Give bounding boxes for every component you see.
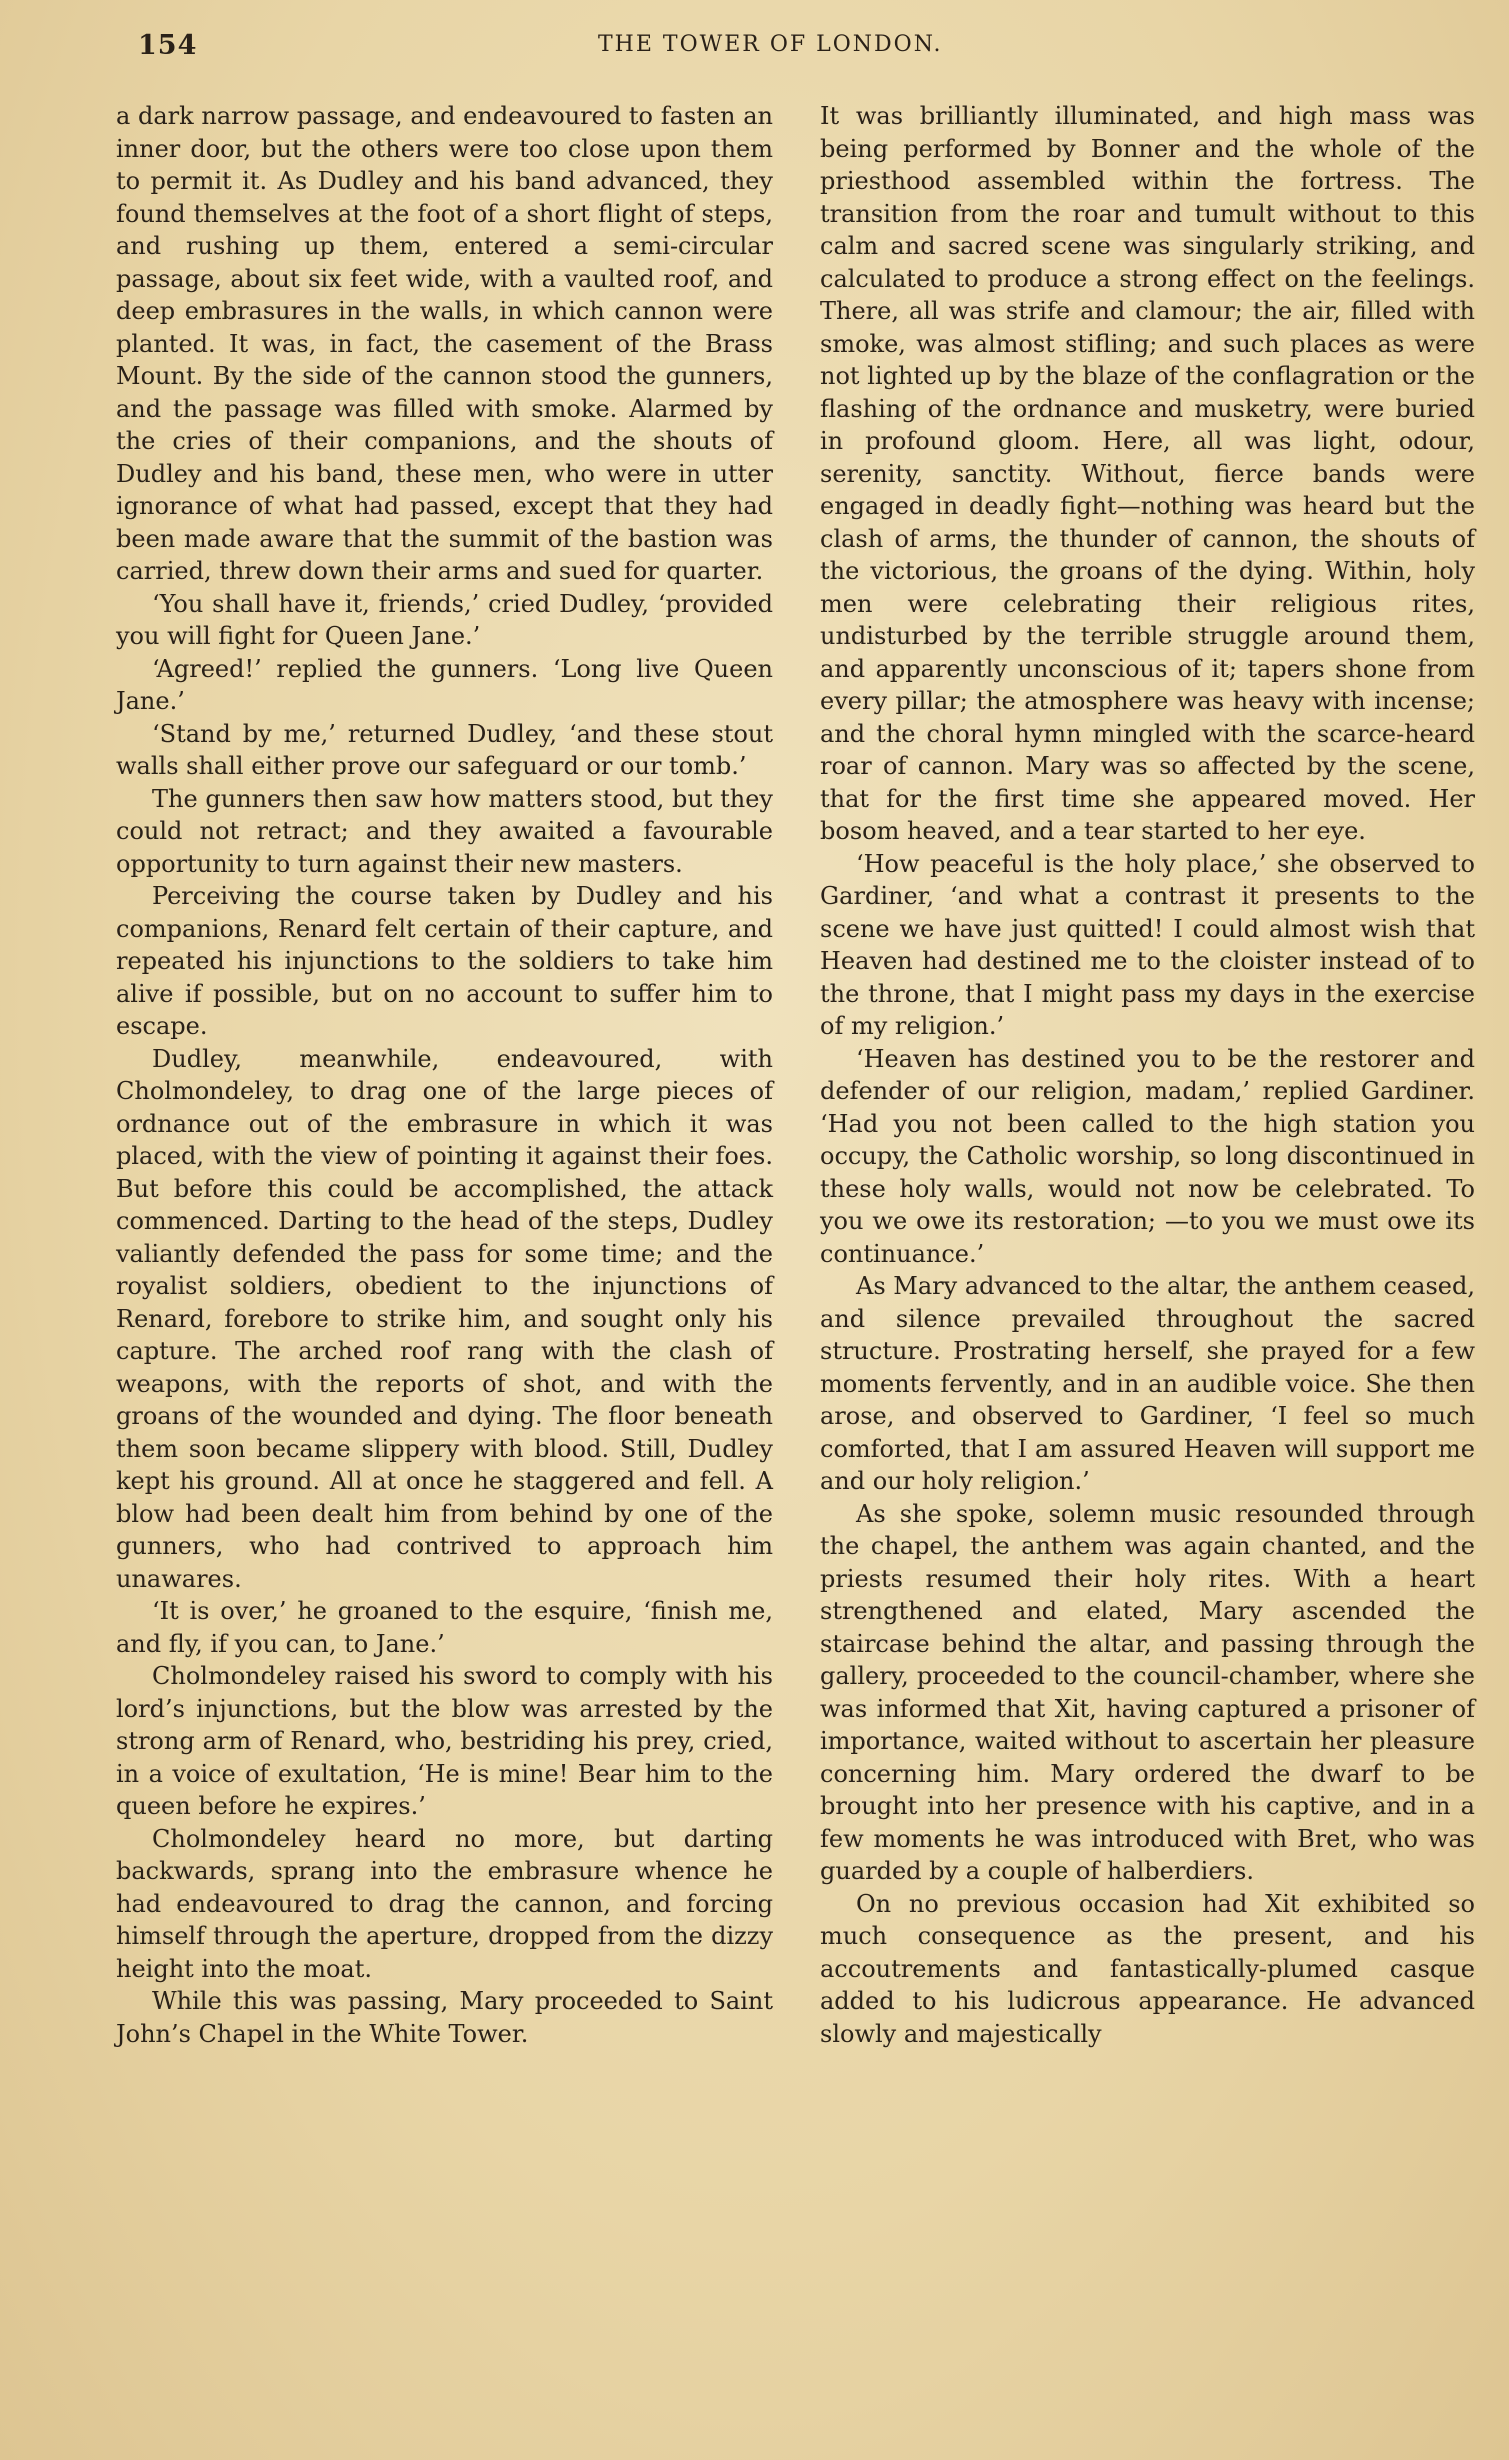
paragraph: ‘You shall have it, friends,’ cried Dudley, ‘provided you will fight for Queen Jane.’ <box>116 589 773 650</box>
paragraph: While this was passing, Mary proceeded to Saint John’s Chapel in the White Tower. <box>116 1987 773 2048</box>
paragraph: As she spoke, solemn music resounded through the chapel, the anthem was again chanted, and the priests resumed their holy rites. With a heart strengthened and elated, Mary ascended the staircase behind the altar, and passing through the gallery, proceeded to the council-chamber, where she was informed that Xit, having captured a prisoner of importance, waited without to ascertain her pleasure concerning him. Mary ordered the dwarf to be brought into her presence with his captive, and in a few moments he was introduced with Bret, who was guarded by a couple of halberdiers. <box>820 1499 1475 1885</box>
left-column <box>116 100 773 2050</box>
paragraph: Perceiving the course taken by Dudley and his companions, Renard felt certain of their capture, and repeated his injunctions to the soldiers to take him alive if possible, but on no account to suffer him to escape. <box>116 882 773 1040</box>
paragraph: It was brilliantly illuminated, and high mass was being performed by Bonner and the whole of the priesthood assembled within the fortress. The transition from the roar and tumult without to this calm and sacred scene was singularly striking, and calculated to produce a strong effect on the feelings. There, all was strife and clamour; the air, filled with smoke, was almost stifling; and such places as were not lighted up by the blaze of the conflagration or the flashing of the ordnance and musketry, were buried in profound gloom. Here, all was light, odour, serenity, sanctity. Without, fierce bands were engaged in deadly fight—nothing was heard but the clash of arms, the thunder of cannon, the shouts of the victorious, the groans of the dying. Within, holy men were celebrating their religious rites, undisturbed by the terrible struggle around them, and apparently unconscious of it; tapers shone from every pillar; the atmosphere was heavy with incense; and the choral hymn mingled with the scarce-heard roar of cannon. Mary was so affected by the scene, that for the first time she appeared moved. Her bosom heaved, and a tear started to her eye. <box>820 102 1475 845</box>
paragraph: ‘It is over,’ he groaned to the esquire, ‘finish me, and fly, if you can, to Jane.’ <box>116 1597 773 1658</box>
paragraph: a dark narrow passage, and endeavoured to fasten an inner door, but the others were too close upon them to permit it. As Dudley and his band advanced, they found themselves at the foot of a short flight of steps, and rushing up them, entered a semi-circular passage, about six feet wide, with a vaulted roof, and deep embrasures in the walls, in which cannon were planted. It was, in fact, the casement of the Brass Mount. By the side of the cannon stood the gunners, and the passage was filled with smoke. Alarmed by the cries of their companions, and the shouts of Dudley and his band, these men, who were in utter ignorance of what had passed, except that they had been made aware that the summit of the bastion was carried, threw down their arms and sued for quarter. <box>116 102 773 585</box>
paragraph: Dudley, meanwhile, endeavoured, with Cholmondeley, to drag one of the large pieces of ordnance out of the embrasure in which it was placed, with the view of pointing it against their foes. But before this could be accomplished, the attack commenced. Darting to the head of the steps, Dudley valiantly defended the pass for some time; and the royalist soldiers, obedient to the injunctions of Renard, forebore to strike him, and sought only his capture. The arched roof rang with the clash of weapons, with the reports of shot, and with the groans of the wounded and dying. The floor beneath them soon became slippery with blood. Still, Dudley kept his ground. All at once he staggered and fell. A blow had been dealt him from behind by one of the gunners, who had contrived to approach him unawares. <box>116 1044 773 1593</box>
running-title: THE TOWER OF LONDON. <box>598 32 943 57</box>
paragraph: As Mary advanced to the altar, the anthem ceased, and silence prevailed throughout the sacred structure. Prostrating herself, she prayed for a few moments fervently, and in an audible voice. She then arose, and observed to Gardiner, ‘I feel so much comforted, that I am assured Heaven will support me and our holy religion.’ <box>820 1272 1475 1495</box>
right-column <box>820 100 1475 2050</box>
paragraph: Cholmondeley raised his sword to comply with his lord’s injunctions, but the blow was arrested by the strong arm of Renard, who, bestriding his prey, cried, in a voice of exultation, ‘He is mine! Bear him to the queen before he expires.’ <box>116 1662 773 1820</box>
page-number: 154 <box>138 30 198 61</box>
paragraph: ‘Stand by me,’ returned Dudley, ‘and these stout walls shall either prove our safeguard or our tomb.’ <box>116 719 773 780</box>
paragraph: ‘How peaceful is the holy place,’ she observed to Gardiner, ‘and what a contrast it presents to the scene we have just quitted! I could almost wish that Heaven had destined me to the cloister instead of to the throne, that I might pass my days in the exercise of my religion.’ <box>820 849 1475 1040</box>
paragraph: On no previous occasion had Xit exhibited so much consequence as the present, and his accoutrements and fantastically-plumed casque added to his ludicrous appearance. He advanced slowly and majestically <box>820 1889 1475 2048</box>
paragraph: The gunners then saw how matters stood, but they could not retract; and they awaited a favourable opportunity to turn against their new masters. <box>116 784 773 878</box>
paragraph: ‘Agreed!’ replied the gunners. ‘Long live Queen Jane.’ <box>116 654 773 715</box>
page-header <box>118 30 993 74</box>
paragraph: ‘Heaven has destined you to be the restorer and defender of our religion, madam,’ replied Gardiner. ‘Had you not been called to the high station you occupy, the Catholic worship, so long discontinued in these holy walls, would not now be celebrated. To you we owe its restoration; —to you we must owe its continuance.’ <box>820 1044 1475 1268</box>
paragraph: Cholmondeley heard no more, but darting backwards, sprang into the embrasure whence he had endeavoured to drag the cannon, and forcing himself through the aperture, dropped from the dizzy height into the moat. <box>116 1824 773 1983</box>
